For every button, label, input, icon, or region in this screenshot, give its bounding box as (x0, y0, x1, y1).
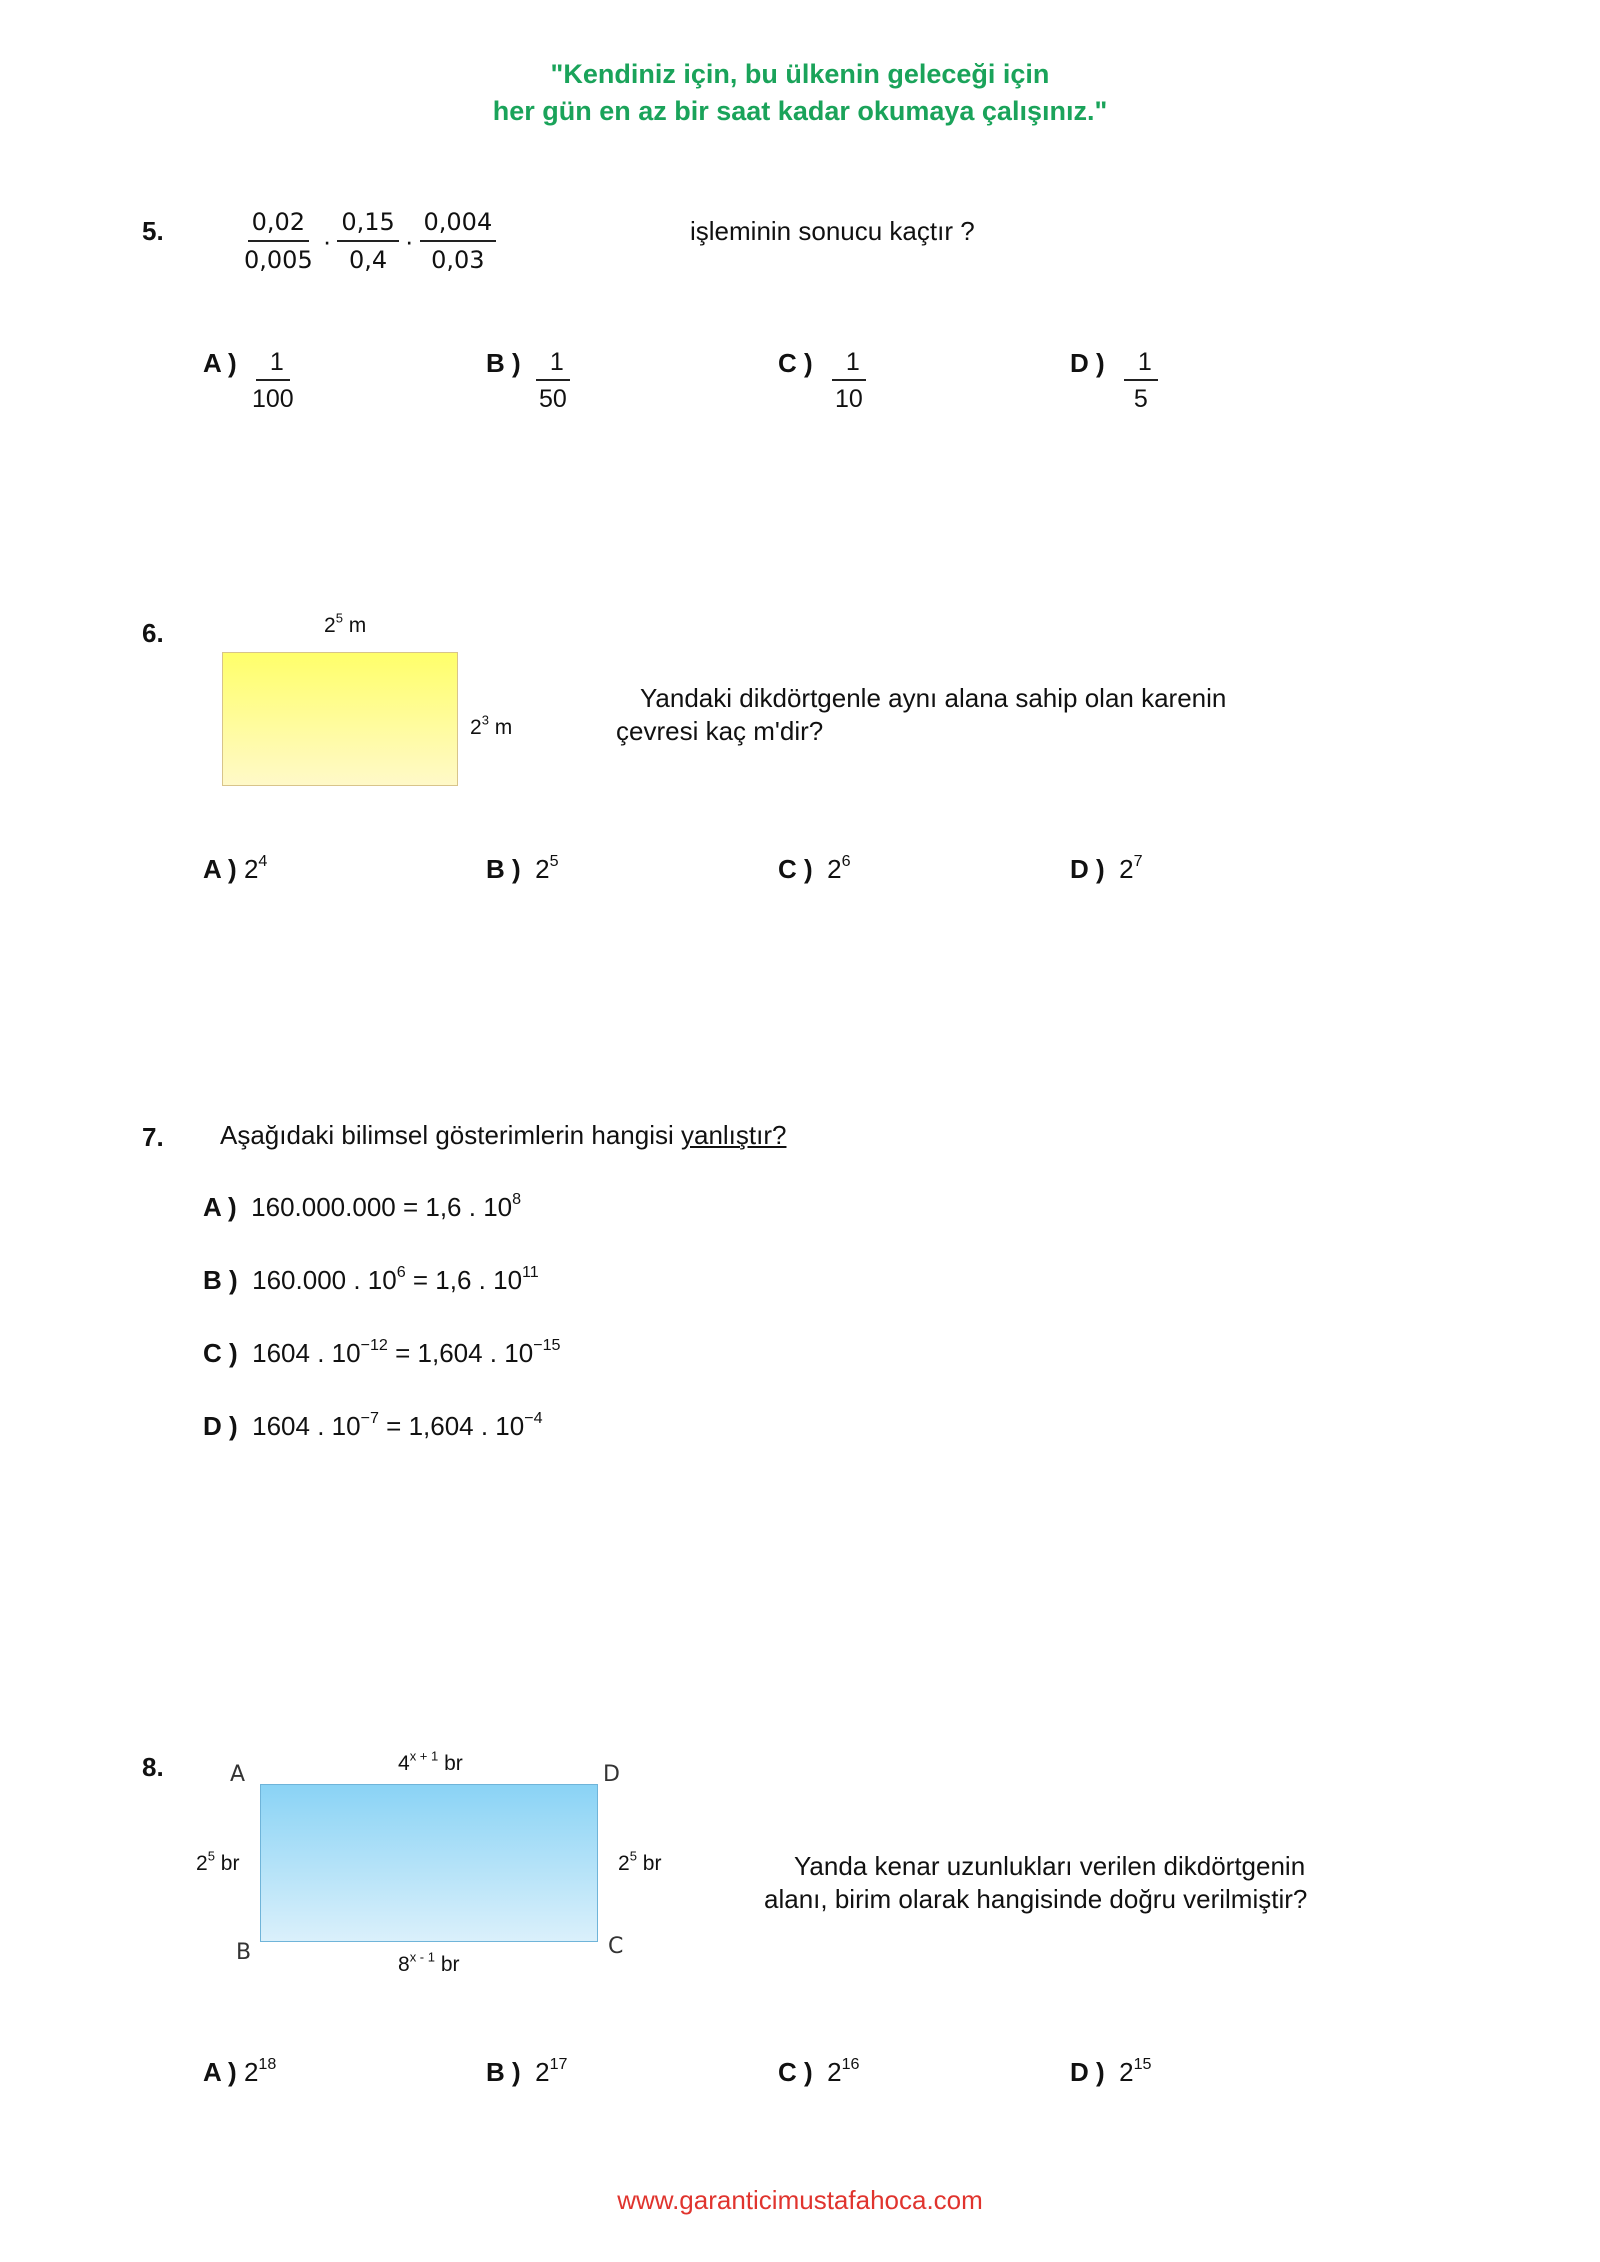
q8-left-dimension: $2^5$ br (196, 1848, 240, 1875)
q6-option-a[interactable]: A ) $2^4$ (203, 851, 268, 884)
q6-rectangle (222, 652, 458, 786)
q5-fraction-2: $\frac{0,15}{0,4}$ (337, 208, 398, 274)
question-7-number: 7. (142, 1122, 164, 1152)
question-5-expression (240, 208, 496, 274)
q7-option-a[interactable]: A ) 160.000.000 = 1,6 . $10^8$ (203, 1189, 522, 1222)
q8-option-a[interactable]: A ) $2^{18}$ (203, 2054, 277, 2087)
q6-option-b[interactable]: B ) $2^5$ (486, 851, 559, 884)
q8-option-c[interactable]: C ) $2^{16}$ (778, 2054, 860, 2087)
q5-option-d[interactable]: D ) $\frac{1}{5}$ (1070, 348, 1158, 414)
q5-option-a-fraction: $\frac{1}{100}$ (251, 348, 294, 413)
q6-top-dimension: $2^5$ m (324, 610, 367, 637)
question-6-number: 6. (142, 618, 164, 648)
q5-option-b[interactable]: B ) $\frac{1}{50}$ (486, 348, 570, 414)
q7-option-b[interactable]: B ) 160.000 . $10^6 = 1,6$ . $10^{11}$ (203, 1262, 539, 1295)
q8-top-dimension: $4^{x + 1}$ br (398, 1748, 463, 1775)
q7-underlined-word: yanlıştır? (680, 1120, 787, 1150)
motto-line-2: her gün en az bir saat kadar okumaya çalışınız." (492, 96, 1108, 126)
motto-line-1: "Kendiniz için, bu ülkenin geleceği için (550, 59, 1050, 89)
q8-option-d[interactable]: D ) $2^{15}$ (1070, 2054, 1152, 2087)
q8-corner-a: A (230, 1762, 246, 1787)
q8-corner-b: B (236, 1940, 252, 1965)
q7-option-d[interactable]: D ) 1604 . $10^{-7} = 1,604$ . $10^{-4}$ (203, 1408, 543, 1441)
motto-quote (0, 56, 1600, 130)
q6-option-d[interactable]: D ) $2^7$ (1070, 851, 1143, 884)
q5-option-b-fraction: $\frac{1}{50}$ (536, 348, 570, 414)
multiply-dot: · (322, 225, 332, 256)
q6-option-c[interactable]: C ) $2^6$ (778, 851, 851, 884)
footer-website-link[interactable]: www.garanticimustafahoca.com (617, 2185, 983, 2215)
q5-option-c[interactable]: C ) $\frac{1}{10}$ (778, 348, 866, 414)
q8-corner-c: C (608, 1934, 624, 1959)
question-8-text: Yanda kenar uzunlukları verilen dikdörtgenin alanı, birim olarak hangisinde doğru verilmiştir? (764, 1851, 1308, 1914)
question-7-text: Aşağıdaki bilimsel gösterimlerin hangisi yanlıştır? (220, 1120, 787, 1150)
q8-corner-d: D (603, 1762, 620, 1787)
question-8-number: 8. (142, 1752, 164, 1782)
q8-right-dimension: $2^5$ br (618, 1848, 662, 1875)
q5-fraction-1: $\frac{0,02}{0,005}$ (244, 208, 313, 274)
q7-option-c[interactable]: C ) 1604 . $10^{-12} = 1,604$ . $10^{-15}$ (203, 1335, 561, 1368)
question-6-text: Yandaki dikdörtgenle aynı alana sahip olan karenin çevresi kaç m'dir? (616, 683, 1227, 746)
question-5-number: 5. (142, 216, 164, 246)
q5-fraction-3: $\frac{0,004}{0,03}$ (420, 208, 497, 274)
q8-rectangle (260, 1784, 598, 1942)
question-5-text: işleminin sonucu kaçtır ? (690, 216, 975, 246)
q5-option-d-fraction: $\frac{1}{5}$ (1124, 348, 1158, 414)
q5-option-a[interactable]: A ) $\frac{1}{100}$ (203, 348, 294, 413)
q8-bottom-dimension: 8$^{x - 1}$ br (398, 1949, 460, 1976)
q8-option-b[interactable]: B ) $2^{17}$ (486, 2054, 568, 2087)
q5-option-c-fraction: $\frac{1}{10}$ (832, 348, 866, 414)
q6-side-dimension: $2^3$ m (470, 712, 513, 739)
multiply-dot: · (404, 225, 414, 256)
